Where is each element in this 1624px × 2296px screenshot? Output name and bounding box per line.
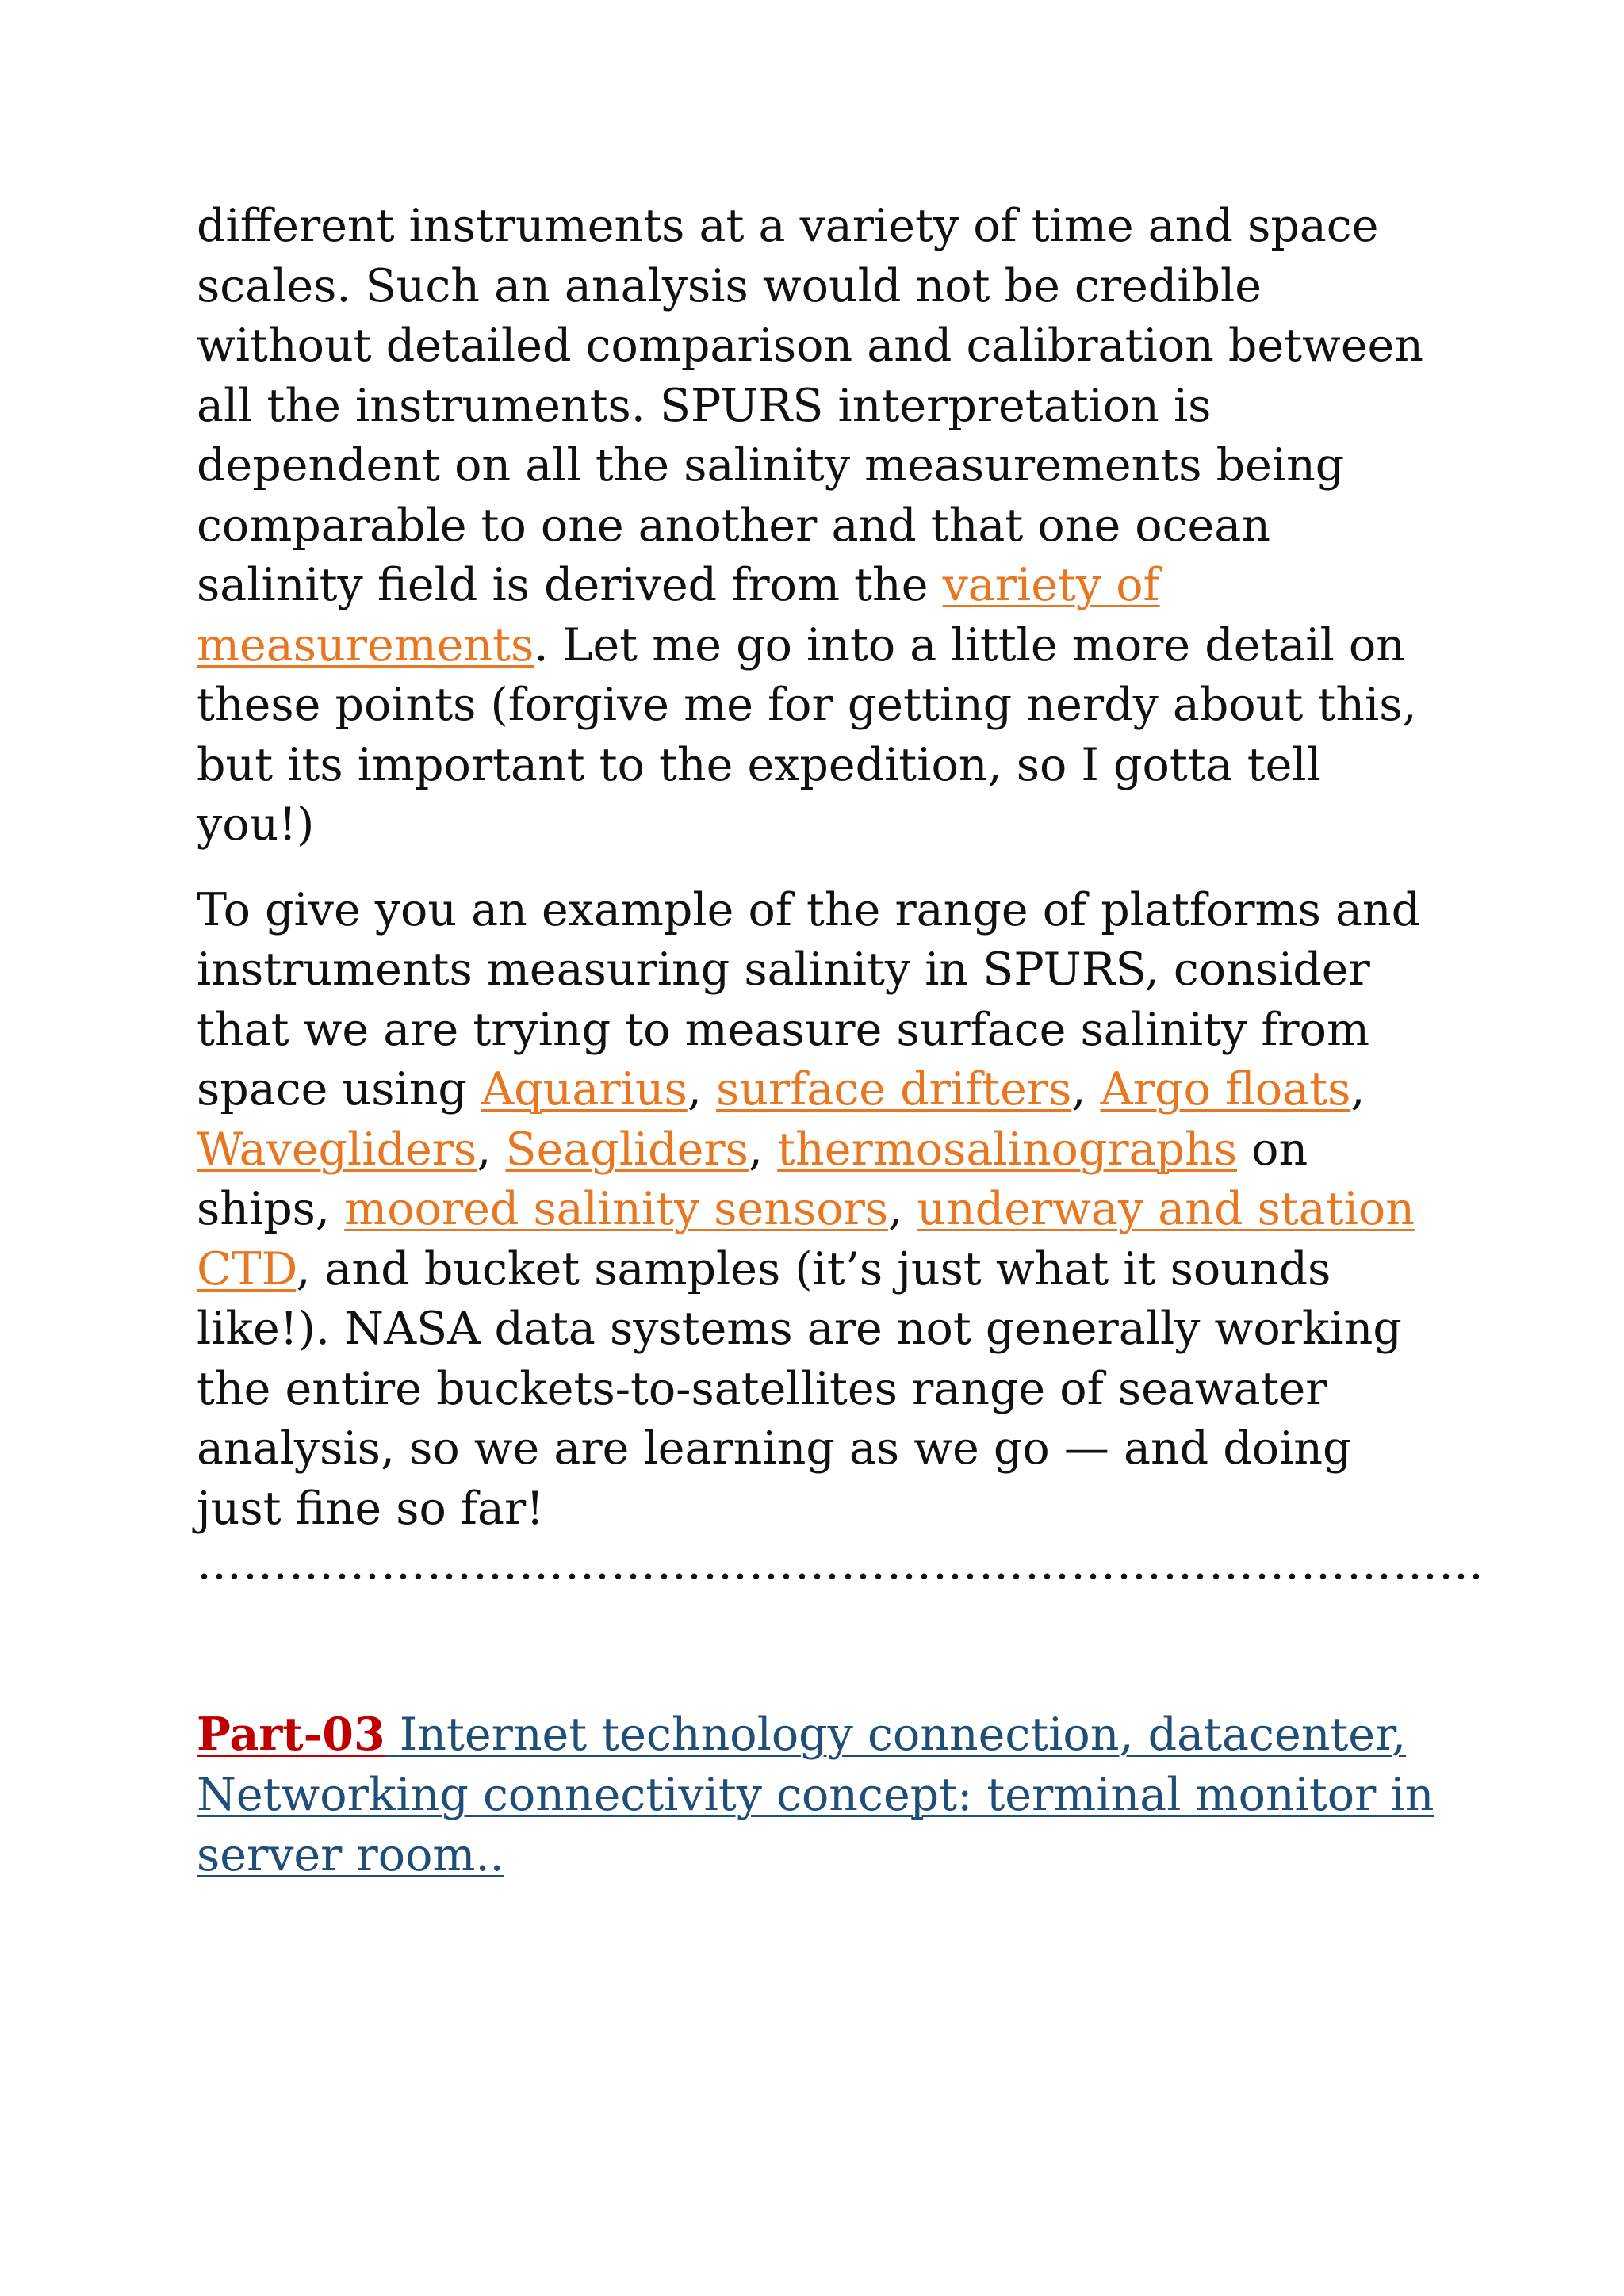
link-aquarius[interactable]: Aquarius — [481, 1063, 688, 1115]
link-variety-of-measurements[interactable]: variety of measurements — [197, 559, 1160, 672]
link-surface-drifters[interactable]: surface drifters — [716, 1063, 1072, 1115]
comma-separator: , — [1071, 1063, 1101, 1115]
comma-separator: , — [687, 1063, 717, 1115]
paragraph-text: . Let me go into a little more detail on these points (forgive me for getting nerdy about this, but its important to the expedition, so I gotta tell you!) — [197, 618, 1417, 851]
section-heading — [197, 1705, 1450, 1885]
link-wavegliders[interactable]: Wavegliders — [197, 1123, 477, 1176]
link-thermosalinographs[interactable]: thermosalinographs — [777, 1123, 1238, 1176]
link-underway-station-ctd[interactable]: underway and station CTD — [197, 1183, 1415, 1295]
paragraph-text: on ships, — [197, 1123, 1308, 1235]
link-moored-salinity-sensors[interactable]: moored salinity sensors — [344, 1183, 889, 1235]
paragraph-text: To give you an example of the range of platforms and instruments measuring salinity in SPURS, consider that we are trying to measure surface salinity from space using — [197, 883, 1421, 1115]
comma-separator: , — [477, 1123, 506, 1176]
paragraph-text: , and bucket samples (it’s just what it sounds like!). NASA data systems are not generally working the entire buckets-to-satellites range of seawater analysis, so we are learning as we go — and doing just fine so far! — [197, 1242, 1402, 1535]
heading-label-part[interactable]: Part-03 — [197, 1708, 385, 1761]
paragraph-text: different instruments at a variety of time and space scales. Such an analysis would not be credible without detailed comparison and calibration between all the instruments. SPURS interpretation is dependent on all the salinity measurements being comparable to one another and that one ocean salinity field is derived from the — [197, 200, 1423, 611]
comma-separator: , — [1350, 1063, 1365, 1115]
dotted-separator: ………………………………………………………………………… — [197, 1537, 1484, 1590]
paragraph-instruments-analysis — [197, 197, 1450, 855]
comma-separator: , — [748, 1123, 778, 1176]
paragraph-platforms-example — [197, 881, 1450, 1540]
heading-link[interactable]: Internet technology connection, datacenter, Networking connectivity concept: terminal monitor in server room.. — [197, 1709, 1434, 1881]
article-body — [197, 197, 1450, 1539]
link-seagliders[interactable]: Seagliders — [505, 1123, 749, 1176]
link-argo-floats[interactable]: Argo floats — [1100, 1063, 1351, 1115]
comma-separator: , — [888, 1183, 917, 1235]
